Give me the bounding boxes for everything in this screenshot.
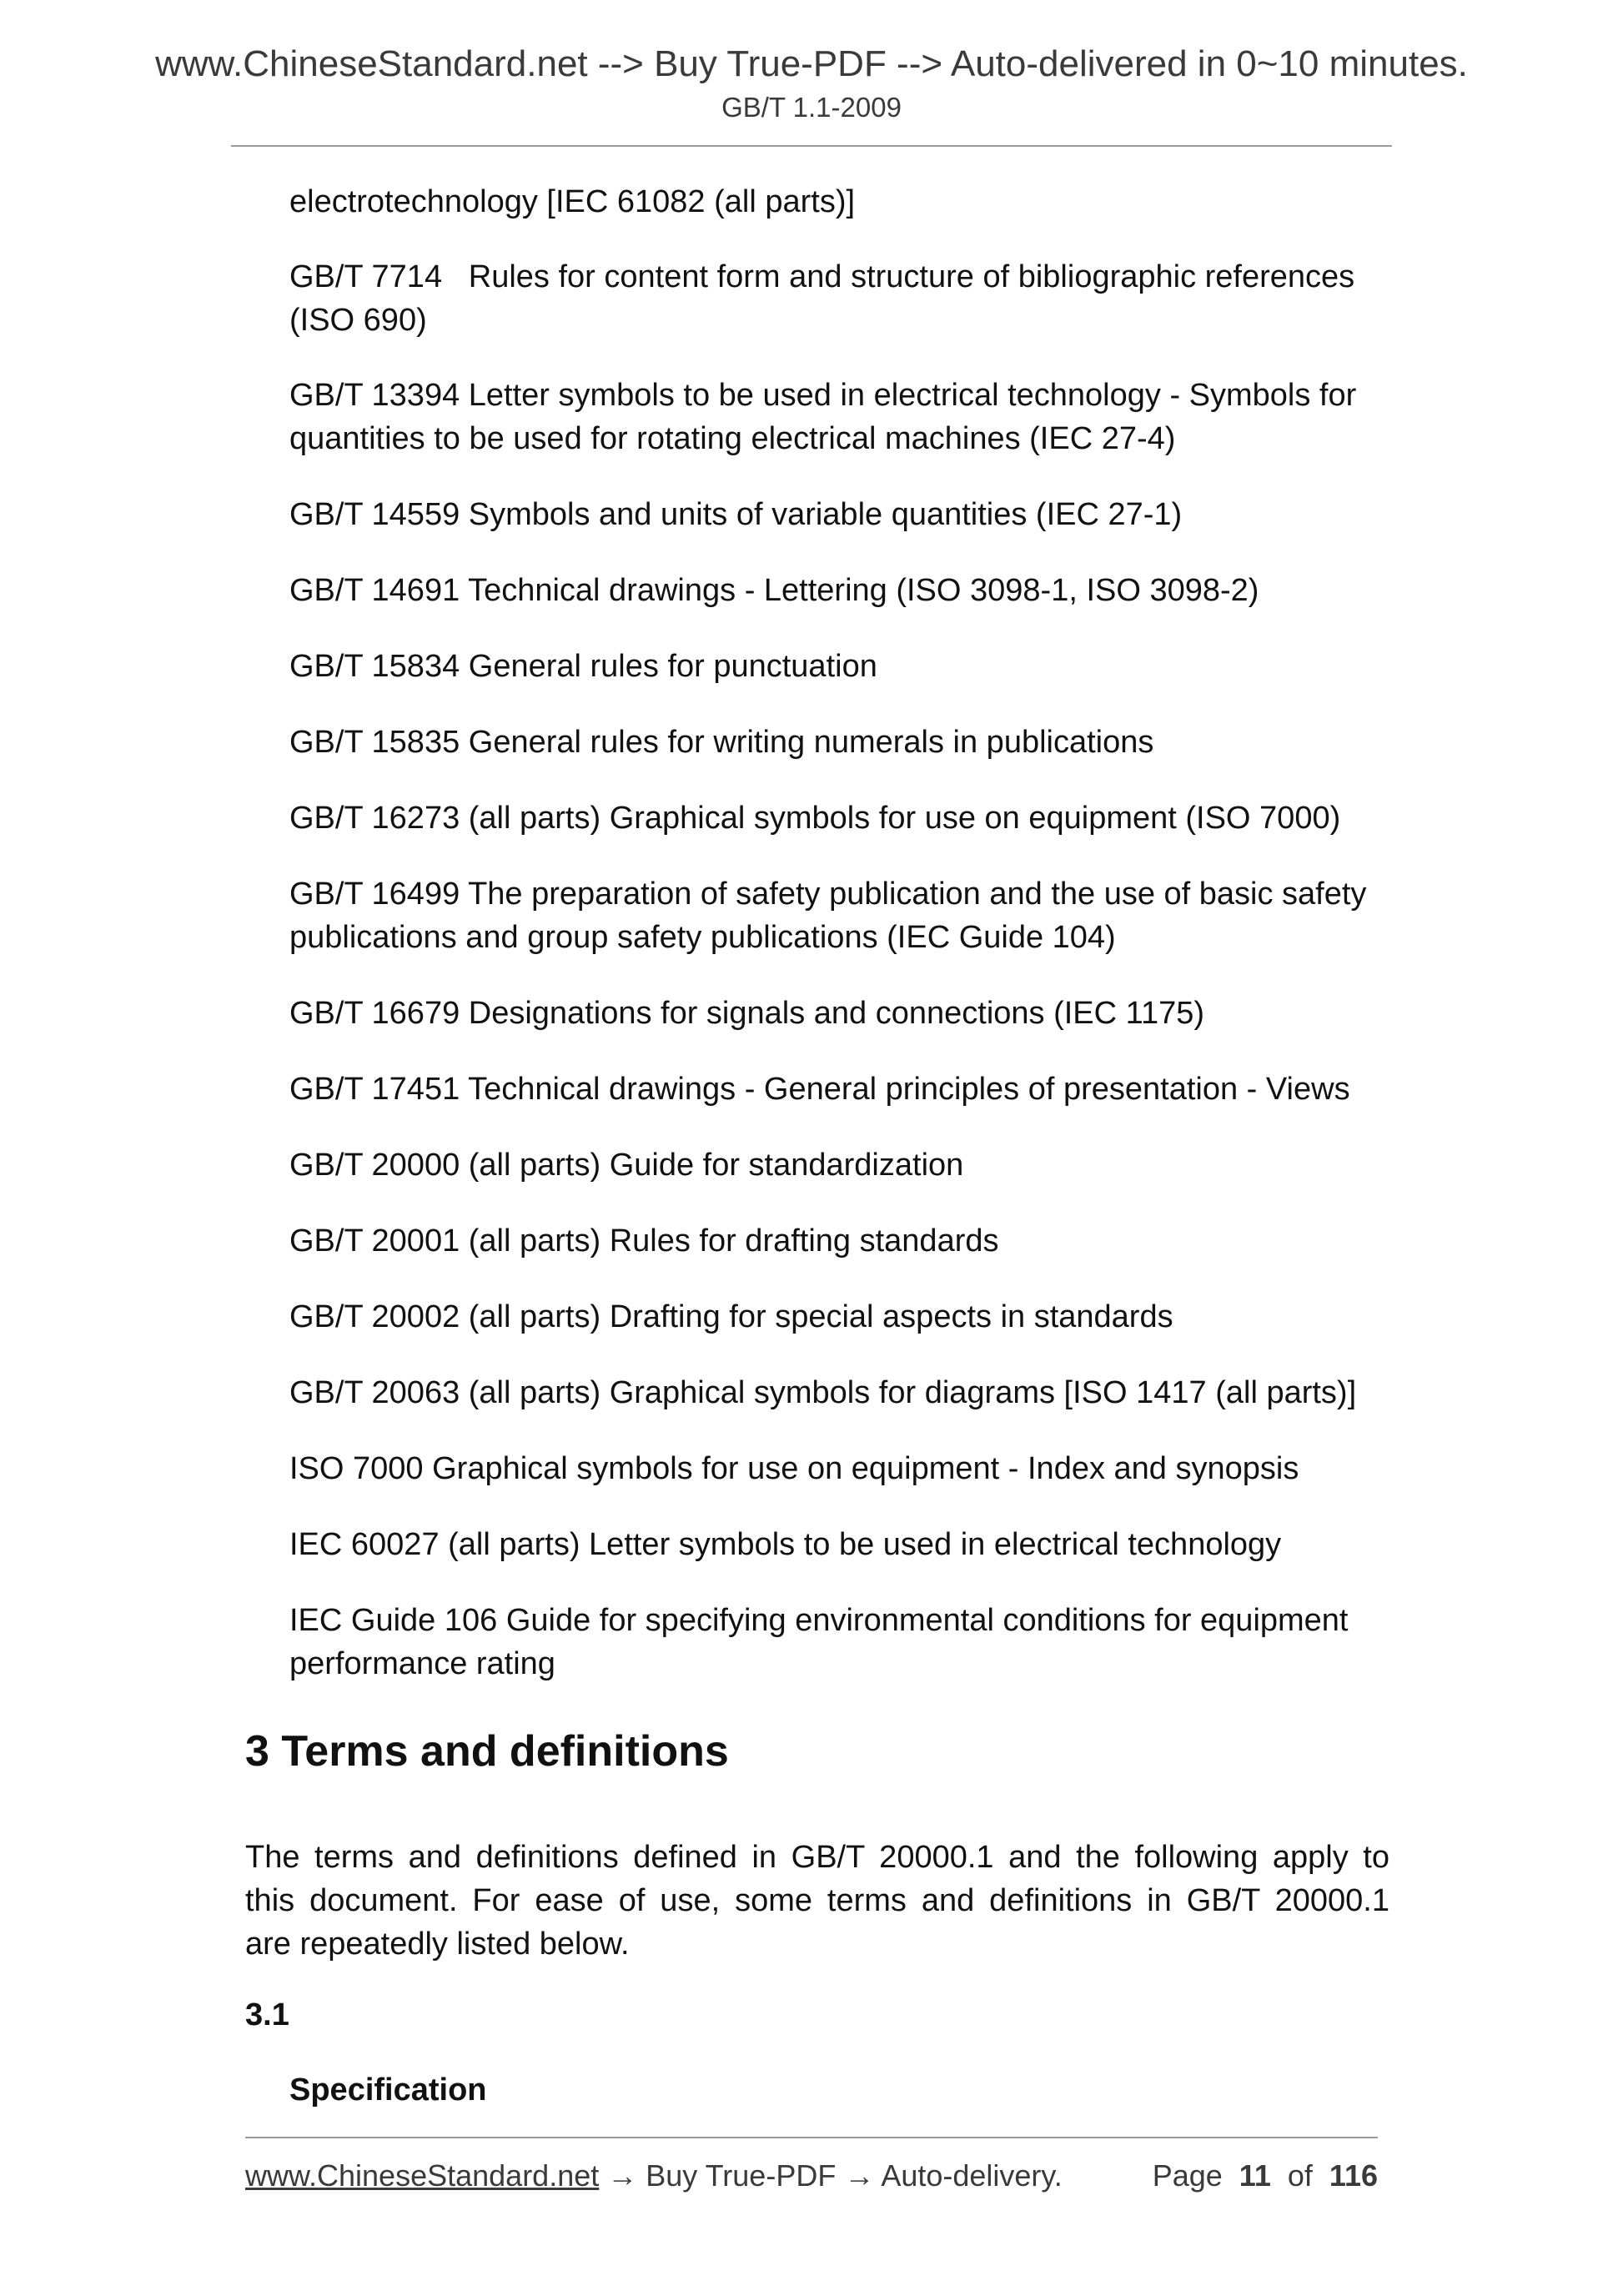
reference-line: quantities to be used for rotating electrical machines (IEC 27-4): [289, 421, 1176, 456]
reference-line: GB/T 15834 General rules for punctuation: [289, 649, 877, 684]
reference-item: [289, 872, 1389, 959]
page-footer: [245, 2157, 1378, 2195]
header-standard-number: GB/T 1.1-2009: [721, 92, 902, 123]
reference-line: GB/T 20063 (all parts) Graphical symbols for diagrams [ISO 1417 (all parts)]: [289, 1375, 1357, 1410]
section-heading: 3 Terms and definitions: [245, 1727, 729, 1776]
reference-line: GB/T 14691 Technical drawings - Lettering (ISO 3098-1, ISO 3098-2): [289, 573, 1259, 608]
page-total: 116: [1329, 2158, 1378, 2193]
reference-line: ISO 7000 Graphical symbols for use on equipment - Index and synopsis: [289, 1451, 1299, 1486]
clause-number: 3.1: [245, 1997, 289, 2032]
reference-line: IEC 60027 (all parts) Letter symbols to be used in electrical technology: [289, 1527, 1282, 1562]
header-divider: [231, 145, 1392, 147]
reference-line: GB/T 16679 Designations for signals and connections (IEC 1175): [289, 996, 1205, 1031]
reference-item: [289, 992, 1389, 1035]
term-title: Specification: [289, 2072, 487, 2108]
reference-line: GB/T 16499 The preparation of safety publication and the use of basic safety: [289, 877, 1367, 912]
reference-item: [289, 1295, 1389, 1339]
reference-item: [289, 1143, 1389, 1187]
reference-item: [289, 721, 1389, 764]
footer-divider: [245, 2137, 1378, 2138]
reference-line: GB/T 16273 (all parts) Graphical symbols for use on equipment (ISO 7000): [289, 801, 1341, 836]
paragraph-line: this document. For ease of use, some terms and definitions in GB/T 20000.1: [245, 1883, 1389, 1918]
footer-website-link[interactable]: www.ChineseStandard.net: [245, 2158, 600, 2193]
reference-line: GB/T 20002 (all parts) Drafting for special aspects in standards: [289, 1299, 1173, 1334]
reference-item: [289, 1371, 1389, 1414]
reference-line: GB/T 20001 (all parts) Rules for drafting standards: [289, 1223, 999, 1259]
page-number: 11: [1239, 2158, 1271, 2193]
reference-line: performance rating: [289, 1646, 555, 1681]
reference-line: (ISO 690): [289, 303, 427, 338]
reference-line: GB/T 17451 Technical drawings - General principles of presentation - Views: [289, 1072, 1350, 1107]
paragraph-line: are repeatedly listed below.: [245, 1927, 630, 1962]
reference-item: [289, 645, 1389, 688]
reference-line: GB/T 13394 Letter symbols to be used in electrical technology - Symbols for: [289, 378, 1357, 413]
reference-line: GB/T 20000 (all parts) Guide for standardization: [289, 1148, 964, 1183]
reference-line: GB/T 15835 General rules for writing numerals in publications: [289, 725, 1154, 760]
reference-item: [289, 1219, 1389, 1263]
reference-item: [289, 180, 1389, 224]
reference-item: [289, 1599, 1389, 1686]
reference-line: electrotechnology [IEC 61082 (all parts)]: [289, 184, 856, 219]
page-label: Page: [1152, 2158, 1223, 2193]
reference-item: [289, 796, 1389, 840]
reference-item: [289, 374, 1389, 460]
reference-item: [289, 1447, 1389, 1490]
page-indicator: [1153, 2157, 1378, 2195]
reference-line: IEC Guide 106 Guide for specifying environmental conditions for equipment: [289, 1603, 1349, 1638]
reference-line: GB/T 14559 Symbols and units of variable quantities (IEC 27-1): [289, 497, 1183, 532]
reference-item: [289, 255, 1389, 342]
header-title: www.ChineseStandard.net --> Buy True-PDF --> Auto-delivered in 0~10 minutes.: [155, 43, 1468, 84]
section-paragraph: [245, 1836, 1389, 1966]
footer-text: → Buy True-PDF → Auto-delivery.: [599, 2158, 1063, 2193]
reference-line: GB/T 7714 Rules for content form and structure of bibliographic references: [289, 259, 1355, 294]
reference-item: [289, 1068, 1389, 1111]
paragraph-line: The terms and definitions defined in GB/T 20000.1 and the following apply to: [245, 1840, 1389, 1875]
reference-item: [289, 1523, 1389, 1566]
of-label: of: [1287, 2158, 1313, 2193]
reference-item: [289, 569, 1389, 612]
reference-item: [289, 493, 1389, 536]
reference-line: publications and group safety publications (IEC Guide 104): [289, 920, 1116, 955]
